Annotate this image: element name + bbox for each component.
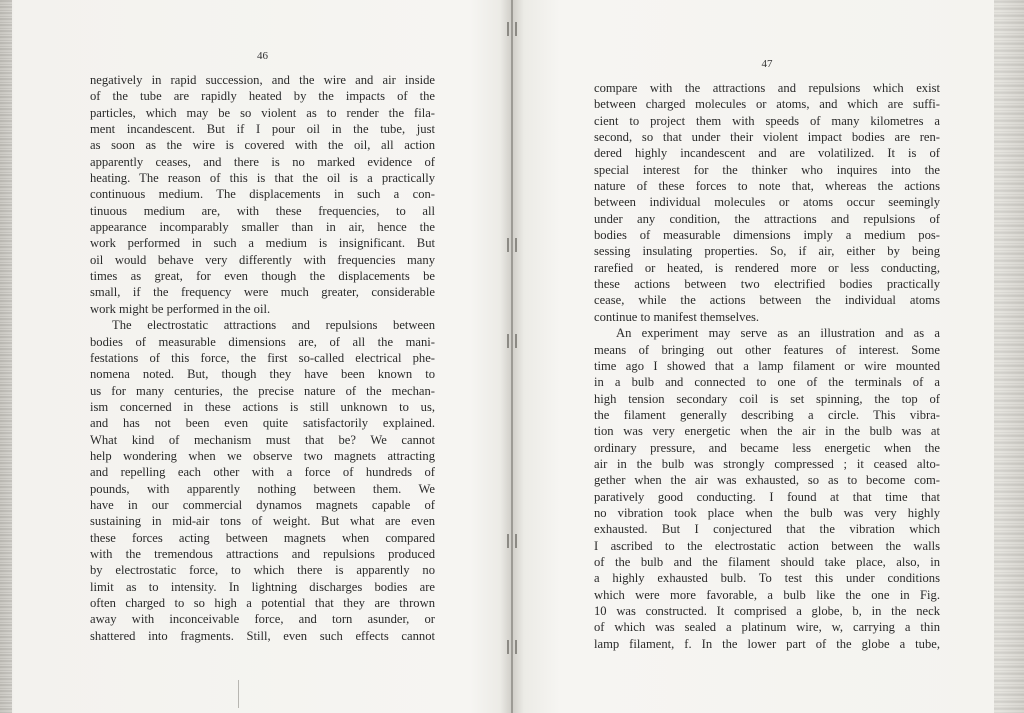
text-line: means of bringing out other features of interest. Some — [594, 342, 940, 357]
page-text — [594, 80, 940, 652]
text-line: nomena noted. But, though they have been known to — [90, 367, 435, 382]
text-line: air in the bulb was strongly compressed ; it ceased alto- — [594, 456, 940, 471]
text-line: I ascribed to the electrostatic action between the walls — [594, 538, 940, 553]
text-line: ordinary pressure, and became less energetic when the — [594, 440, 940, 455]
text-line: work performed in such a medium is insignificant. But — [90, 236, 435, 251]
text-line: gether when the air was exhausted, so as to become com- — [594, 473, 940, 488]
text-line: us for many centuries, the precise nature of the mechan- — [90, 383, 435, 398]
page-number: 47 — [761, 58, 773, 70]
text-line: paratively good conducting. I found at that time that — [594, 489, 940, 504]
page-text — [90, 72, 435, 644]
text-line: An experiment may serve as an illustration and as a — [616, 326, 940, 341]
text-line: bodies of measurable dimensions are, of all the mani- — [90, 334, 435, 349]
text-line: which were more favorable, a bulb like the one in Fig. — [594, 587, 940, 602]
text-line: exhausted. But I conjectured that the vibration which — [594, 522, 940, 537]
text-line: shattered into fragments. Still, even such effects cannot — [90, 628, 435, 643]
text-line: and has not been even quite satisfactorily explained. — [90, 416, 435, 431]
text-line: continuous medium. The displacements in such a con- — [90, 187, 435, 202]
page-number: 46 — [257, 50, 268, 62]
text-line: in a bulb and connected to one of the terminals of a — [594, 375, 940, 390]
text-line: continue to manifest themselves. — [594, 309, 760, 324]
binding-stitch — [507, 238, 517, 252]
left-page — [90, 0, 435, 713]
text-line: rarefied or heated, is rendered more or less conducting, — [594, 260, 940, 275]
text-line: dered highly incandescent and are volatilized. It is of — [594, 146, 940, 161]
binding-stitch — [507, 22, 517, 36]
text-line: ism concerned in these actions is still unknown to us, — [90, 399, 435, 414]
text-line: small, if the frequency were much greater, considerable — [90, 285, 435, 300]
text-line: apparently ceases, and there is no marked evidence of — [90, 154, 435, 169]
text-line: these actions between two electrified bodies practically — [594, 277, 940, 292]
text-line: ment incandescent. But if I pour oil in the tube, just — [90, 122, 435, 137]
text-line: festations of this force, the first so-called electrical phe- — [90, 350, 435, 365]
text-line: limit as to intensity. In lightning discharges bodies are — [90, 579, 435, 594]
text-line: have in our commercial dynamos magnets capable of — [90, 497, 435, 512]
text-line: negatively in rapid succession, and the wire and air inside — [90, 73, 435, 87]
left-page-edge — [0, 0, 12, 713]
text-line: these forces acting between magnets when compared — [90, 530, 435, 545]
text-line: by electrostatic force, to which there is apparently no — [90, 563, 435, 578]
text-line: heating. The reason of this is that the oil is a practically — [90, 171, 435, 186]
text-line: times as great, for even though the displacements be — [90, 269, 435, 284]
text-line: of which was sealed a platinum wire, w, carrying a thin — [594, 620, 940, 635]
binding-stitch — [507, 640, 517, 654]
text-line: special interest for the thinker who inquires into the — [594, 162, 940, 177]
text-line: a highly exhausted bulb. To test this under conditions — [594, 571, 940, 586]
text-line: compare with the attractions and repulsions which exist — [594, 81, 940, 95]
text-line: tion was very energetic when the air in the bulb was at — [594, 424, 940, 439]
text-line: particles, which may be so violent as to render the fila- — [90, 105, 435, 120]
text-line: of the tube are rapidly heated by the impacts of the — [90, 89, 435, 104]
text-line: high tension secondary coil is set spinning, the top of — [594, 391, 940, 406]
text-line: What kind of mechanism must that be? We cannot — [90, 432, 435, 447]
text-line: pounds, with apparently nothing between them. We — [90, 481, 435, 496]
book-gutter — [511, 0, 513, 713]
text-line: 10 was constructed. It comprised a globe, b, in the neck — [594, 604, 940, 618]
text-line: sessing insulating properties. So, if air, either by being — [594, 244, 940, 259]
text-line: cease, while the actions between the individual atoms — [594, 293, 940, 308]
text-line: as soon as the wire is covered with the oil, all action — [90, 138, 435, 153]
text-line: of the bulb and the filament should take place, also, in — [594, 554, 940, 569]
text-line: work might be performed in the oil. — [90, 301, 271, 316]
text-line: under any condition, the attractions and repulsions of — [594, 211, 940, 226]
binding-stitch — [507, 334, 517, 348]
right-page-edge — [994, 0, 1024, 713]
text-line: time ago I showed that a lamp filament or wire mounted — [594, 358, 940, 373]
text-line: The electrostatic attractions and repulsions between — [112, 318, 435, 333]
text-line: bodies of measurable dimensions imply a medium pos- — [594, 228, 940, 243]
text-line: the filament generally describing a circle. This vibra- — [594, 407, 940, 422]
text-line: cient to project them with speeds of many kilometres a — [594, 113, 940, 128]
text-line: second, so that under their violent impact bodies are ren- — [594, 130, 940, 145]
text-line: lamp filament, f. In the lower part of the globe a tube, — [594, 636, 940, 651]
text-line: no vibration took place when the bulb was very highly — [594, 505, 940, 520]
text-line: tinuous medium are, with these frequencies, to all — [90, 203, 435, 218]
binding-stitch — [507, 534, 517, 548]
text-line: help wondering when we observe two magnets attracting — [90, 448, 435, 463]
text-line: away with inconceivable force, and torn asunder, or — [90, 612, 435, 627]
text-line: oil would behave very differently with frequencies many — [90, 252, 435, 267]
text-line: with the tremendous attractions and repulsions produced — [90, 546, 435, 561]
text-line: and repelling each other with a force of hundreds of — [90, 465, 435, 480]
text-line: often charged to so high a potential that they are thrown — [90, 596, 435, 610]
text-line: between individual molecules or atoms occur seemingly — [594, 195, 940, 210]
text-line: between charged molecules or atoms, and which are suffi- — [594, 97, 940, 112]
right-page — [594, 0, 940, 713]
text-line: appearance incomparably smaller than in air, hence the — [90, 220, 435, 235]
text-line: nature of these forces to note that, whereas the actions — [594, 179, 940, 194]
text-line: sustaining in mid-air tons of weight. But what are even — [90, 514, 435, 529]
